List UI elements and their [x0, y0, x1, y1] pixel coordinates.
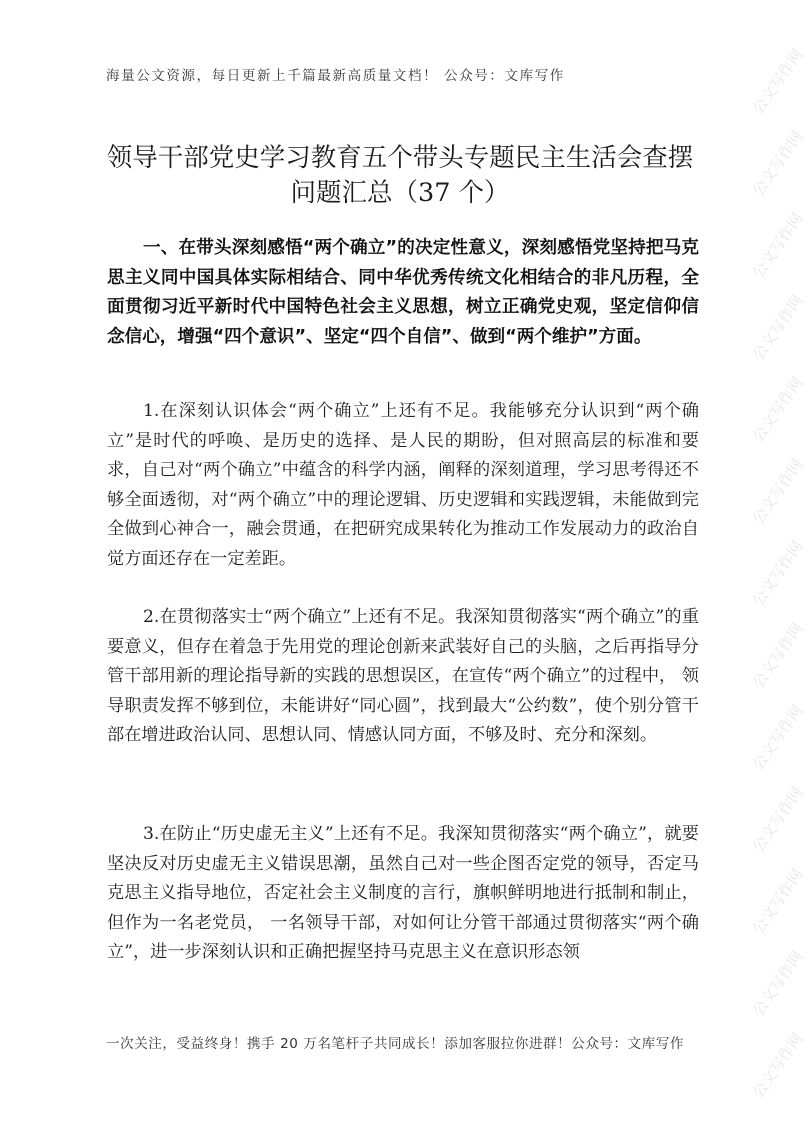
section-heading: 一、在带头深刻感悟“两个确立”的决定性意义，深刻感悟党坚持把马克思主义同中国具体实际相结合、同中华优秀传统文化相结合的非凡历程，全面贯彻习近平新时代中国特色社会主义思想，树立正确党史观，坚定信仰信念信心，增强“四个意识”、坚定“四个自信”、做到“两个维护”方面。 — [107, 238, 699, 347]
watermark-text: 公文写作网 — [749, 865, 807, 938]
watermark-text: 公文写作网 — [749, 947, 807, 1020]
watermark-strip — [749, 0, 807, 1122]
watermark-text: 公文写作网 — [749, 373, 807, 446]
watermark-text: 公文写作网 — [749, 701, 807, 774]
watermark-text: 公文写作网 — [749, 783, 807, 856]
watermark-text: 公文写作网 — [749, 455, 807, 528]
watermark-text: 公文写作网 — [749, 127, 807, 200]
watermark-text: 公文写作网 — [749, 45, 807, 118]
watermark-text: 公文写作网 — [749, 209, 807, 282]
paragraph-3: 3.在防止“历史虚无主义”上还有不足。我深知贯彻落实“两个确立”，就要坚决反对历史虚无主义错误思潮，虽然自己对一些企图否定党的领导，否定马克思主义指导地位，否定社会主义制度的言行，旗帜鲜明地进行抵制和制止， 但作为一名老党员， 一名领导干部，对如何让分管干部通过贯彻落实“两个确立”，进一步深刻认识和正确把握坚持马克思主义在意识形态领 — [107, 824, 699, 963]
watermark-text: 公文写作网 — [749, 1029, 807, 1102]
watermark-text: 公文写作网 — [749, 537, 807, 610]
watermark-text: 公文写作网 — [749, 619, 807, 692]
page-header: 海量公文资源，每日更新上千篇最新高质量文档！ 公众号：文库写作 — [106, 68, 565, 84]
document-title: 领导干部党史学习教育五个带头专题民主生活会查摆问题汇总（37 个） — [106, 143, 694, 208]
page-footer: 一次关注，受益终身！携手 20 万名笔杆子共同成长！添加客服拉你进群！公众号：文库写作 — [106, 1036, 685, 1052]
paragraph-1: 1.在深刻认识体会“两个确立”上还有不足。我能够充分认识到“两个确立”是时代的呼唤、是历史的选择、是人民的期盼，但对照高层的标准和要求，自己对“两个确立”中蕴含的科学内涵，阐释的深刻道理，学习思考得还不够全面透彻，对“两个确立”中的理论逻辑、历史逻辑和实践逻辑，未能做到完全做到心神合一，融会贯通，在把研究成果转化为推动工作发展动力的政治自觉方面还存在一定差距。 — [107, 401, 699, 569]
watermark-text: 公文写作网 — [749, 291, 807, 364]
paragraph-2: 2.在贯彻落实士“两个确立”上还有不足。我深知贯彻落实“两个确立”的重要意义，但存在着急于先用党的理论创新来武装好自己的头脑，之后再指导分管干部用新的理论指导新的实践的思想误区，在宣传“两个确立”的过程中， 领导职责发挥不够到位，未能讲好“同心圆”，找到最大“公约数”，使个别分管干部在增进政治认同、思想认同、情感认同方面，不够及时、充分和深刻。 — [107, 607, 699, 746]
